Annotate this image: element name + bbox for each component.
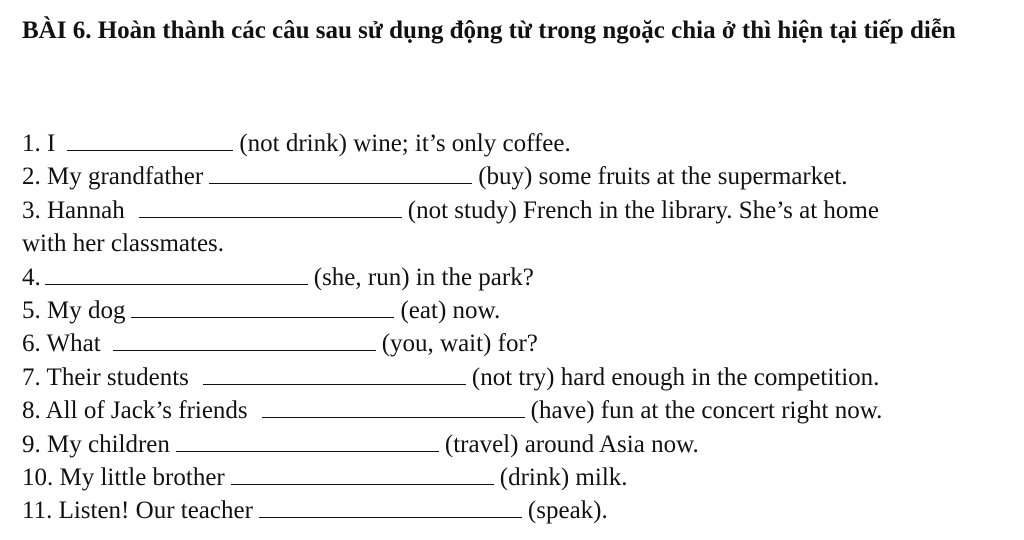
item-text-before: 10. My little brother: [22, 464, 225, 492]
exercise-item-1: [22, 127, 1012, 160]
answer-blank[interactable]: [231, 483, 494, 485]
item-text-before: 5. My dog: [22, 297, 126, 325]
item-text-before: 4.: [22, 263, 41, 291]
exercise-title: BÀI 6. Hoàn thành các câu sau sử dụng động từ trong ngoặc chia ở thì hiện tại tiếp diễn: [22, 17, 956, 44]
exercise-list: [22, 127, 1012, 528]
answer-blank[interactable]: [67, 149, 233, 151]
answer-blank[interactable]: [45, 283, 308, 285]
answer-blank[interactable]: [209, 182, 472, 184]
exercise-item-7: [22, 361, 1012, 394]
exercise-item-5: [22, 294, 1012, 327]
item-text-before: 11. Listen! Our teacher: [22, 497, 253, 525]
item-text-after: (speak).: [527, 497, 608, 525]
exercise-item-3: [22, 194, 1012, 227]
exercise-item-4: [22, 261, 1012, 294]
item-text-after: (you, wait) for?: [381, 330, 538, 358]
item-text-before: 2. My grandfather: [22, 163, 204, 191]
answer-blank[interactable]: [139, 216, 402, 218]
item-text-before: 3. Hannah: [22, 196, 125, 224]
item-text-after: (drink) milk.: [499, 464, 628, 492]
item-text-after: (she, run) in the park?: [313, 263, 534, 291]
exercise-item-9: [22, 428, 1012, 461]
item-text-after: (travel) around Asia now.: [444, 430, 699, 458]
answer-blank[interactable]: [131, 316, 394, 318]
item-text-before: 6. What: [22, 330, 101, 358]
exercise-item-11: [22, 494, 1012, 527]
exercise-item-10: [22, 461, 1012, 494]
item-text-after: (eat) now.: [400, 297, 501, 325]
item-text-before: 1. I: [22, 130, 56, 157]
answer-blank[interactable]: [203, 383, 466, 385]
answer-blank[interactable]: [262, 416, 525, 418]
answer-blank[interactable]: [176, 450, 439, 452]
exercise-item-3-continuation: [22, 227, 1012, 260]
item-text-before: 8. All of Jack’s friends: [22, 397, 248, 425]
item-text-before: 9. My children: [22, 430, 170, 458]
item-text-after: (not try) hard enough in the competition.: [471, 363, 880, 391]
item-text-before: 7. Their students: [22, 363, 189, 391]
exercise-item-2: [22, 160, 1012, 193]
item-text-continuation: with her classmates.: [22, 230, 225, 258]
item-text-after: (not study) French in the library. She’s at home: [407, 196, 879, 224]
item-text-after: (buy) some fruits at the supermarket.: [478, 163, 848, 191]
item-text-after: (not drink) wine; it’s only coffee.: [239, 130, 571, 157]
exercise-item-6: [22, 327, 1012, 360]
exercise-item-8: [22, 394, 1012, 427]
answer-blank[interactable]: [113, 349, 376, 351]
item-text-after: (have) fun at the concert right now.: [530, 397, 883, 425]
answer-blank[interactable]: [259, 516, 522, 518]
